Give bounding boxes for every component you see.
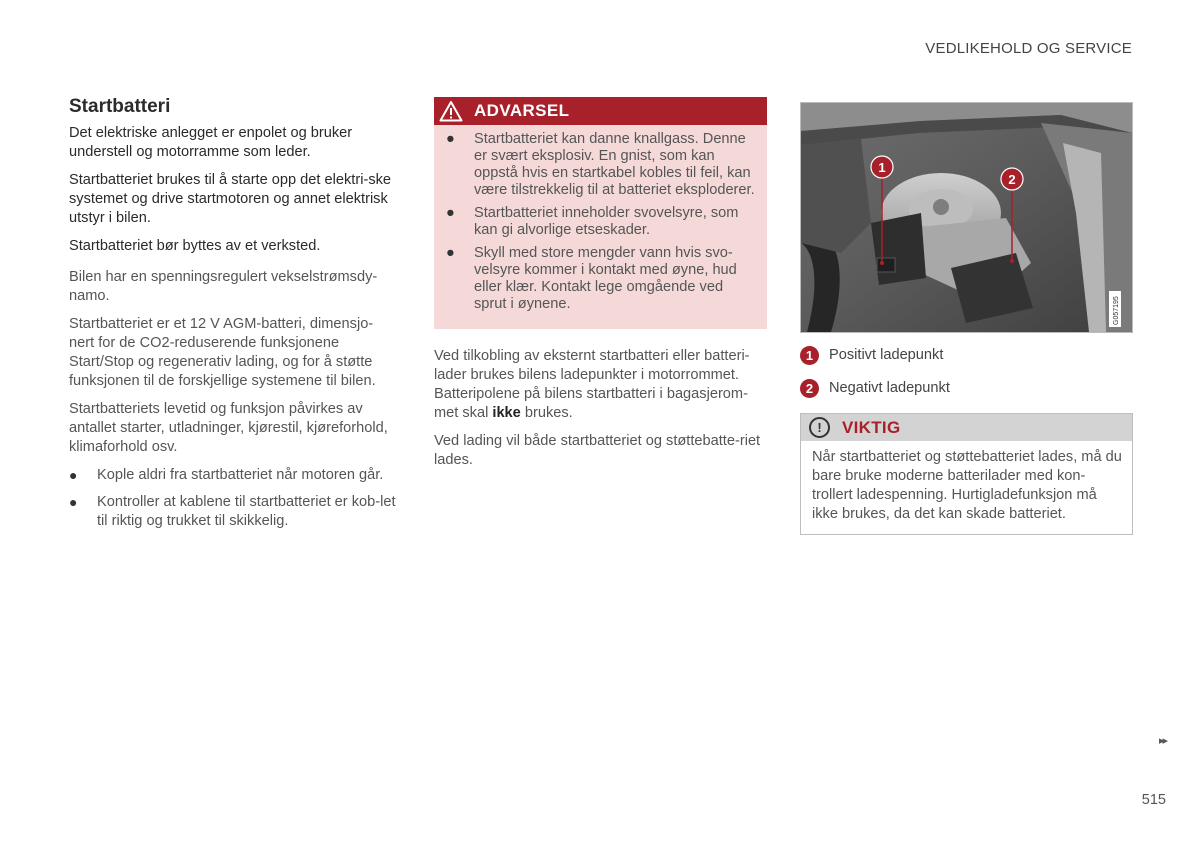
page-title: Startbatteri bbox=[69, 96, 171, 117]
warning-triangle-icon bbox=[438, 99, 464, 123]
list-item-text: Kople aldri fra startbatteriet når motoren går. bbox=[97, 467, 384, 483]
warning-box bbox=[434, 97, 767, 329]
left-column bbox=[69, 94, 397, 539]
figure-legend bbox=[800, 345, 1133, 398]
bullet-list bbox=[69, 466, 397, 531]
section-header: VEDLIKEHOLD OG SERVICE bbox=[925, 40, 1132, 57]
bullet-icon: ● bbox=[446, 205, 455, 221]
list-item-text: Kontroller at kablene til startbatteriet er kob-let til riktig og trukket til skikkelig. bbox=[97, 494, 396, 529]
callout-2-label: 2 bbox=[1008, 172, 1016, 187]
text-run: Ved tilkobling av eksternt startbatteri eller batteri-lader brukes bilens ladepunkter i motorrommet. Batteripolene på bilens startbatteri i bagasjerom-met skal bbox=[434, 348, 750, 421]
middle-column bbox=[434, 94, 767, 479]
warning-header bbox=[434, 97, 767, 125]
important-text: Når startbatteriet og støttebatteriet lades, må du bare bruke moderne batterilader med kon-trollert ladespenning. Hurtigladefunksjon må ikke brukes, da det kan skade batteriet. bbox=[812, 449, 1122, 522]
emphasis-text: ikke bbox=[492, 405, 521, 421]
legend-text: Positivt ladepunkt bbox=[829, 347, 944, 363]
charging-text bbox=[434, 347, 767, 470]
image-code: G057195 bbox=[1113, 296, 1120, 325]
bullet-icon: ● bbox=[446, 131, 455, 147]
legend-item bbox=[800, 378, 1133, 398]
engine-bay-image bbox=[800, 102, 1133, 333]
warning-item bbox=[446, 131, 755, 199]
list-item bbox=[69, 466, 397, 485]
warning-list bbox=[434, 125, 767, 313]
charging-paragraph: Ved lading vil både startbatteriet og støttebatte-riet lades. bbox=[434, 433, 761, 468]
callout-1-label: 1 bbox=[878, 160, 886, 175]
warning-item bbox=[446, 245, 755, 313]
page-number: 515 bbox=[1141, 792, 1166, 808]
next-page-icon: ▸▸ bbox=[1158, 735, 1166, 747]
warning-label: ADVARSEL bbox=[474, 101, 570, 120]
list-item bbox=[69, 493, 397, 531]
legend-number-icon: 1 bbox=[800, 346, 819, 365]
warning-item-text: Startbatteriet kan danne knallgass. Denne er svært eksplosiv. En gnist, som kan oppstå hvis en startkabel kobles til feil, kan være tilstrekkelig til at batteriet eksploderer. bbox=[474, 131, 755, 198]
text-run: brukes. bbox=[520, 405, 573, 421]
bullet-icon: ● bbox=[69, 467, 78, 483]
intro-paragraph: Startbatteriet brukes til å starte opp det elektri-ske systemet og drive startmotoren og annet elektrisk utstyr i bilen. bbox=[69, 172, 392, 226]
bullet-icon: ● bbox=[69, 494, 78, 510]
exclamation-icon: ! bbox=[809, 417, 830, 438]
legend-text: Negativt ladepunkt bbox=[829, 380, 950, 396]
charging-paragraph bbox=[434, 347, 767, 423]
bullet-icon: ● bbox=[446, 245, 455, 261]
important-header bbox=[801, 414, 1132, 441]
important-label: VIKTIG bbox=[842, 417, 901, 437]
legend-item bbox=[800, 345, 1133, 365]
body-paragraph: Startbatteriet er et 12 V AGM-batteri, dimensjo-nert for de CO2-reduserende funksjonene Start/Stop og regenerativ lading, og for å støtte funksjonen til de forskjellige systemene til bilen. bbox=[69, 316, 376, 389]
intro-paragraph: Startbatteriet bør byttes av et verksted. bbox=[69, 238, 321, 254]
body-paragraph: Bilen har en spenningsregulert vekselstrømsdy-namo. bbox=[69, 269, 378, 304]
right-column bbox=[800, 98, 1133, 535]
warning-item-text: Skyll med store mengder vann hvis svo-velsyre kommer i kontakt med øyne, hud eller klær. Kontakt lege omgående ved sprut i øynene. bbox=[474, 245, 737, 312]
intro-paragraph: Det elektriske anlegget er enpolet og bruker understell og motorramme som leder. bbox=[69, 125, 353, 160]
warning-item bbox=[446, 205, 755, 239]
body-paragraph: Startbatteriets levetid og funksjon påvirkes av antallet starter, utladninger, kjørestil, kjøreforhold, klimaforhold osv. bbox=[69, 401, 388, 455]
important-box bbox=[800, 413, 1133, 535]
legend-number-icon: 2 bbox=[800, 379, 819, 398]
warning-item-text: Startbatteriet inneholder svovelsyre, som kan gi alvorlige etseskader. bbox=[474, 205, 739, 238]
